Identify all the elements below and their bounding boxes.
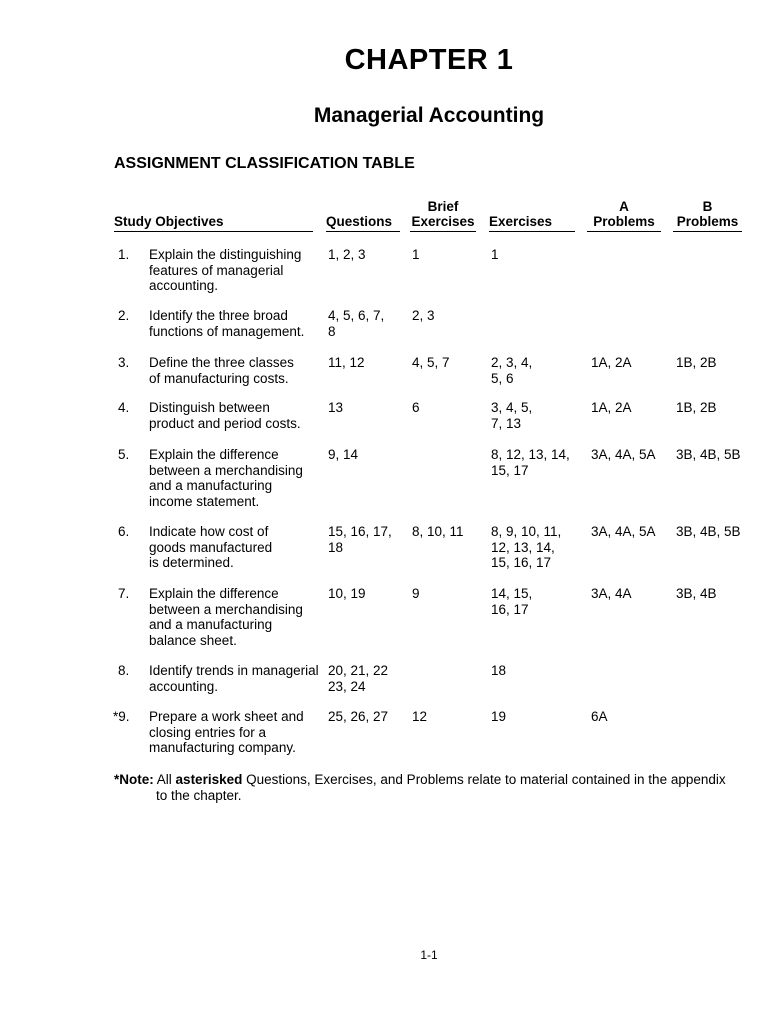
row-questions: 10, 19 xyxy=(328,586,366,601)
row-objective: Explain the difference between a merchandising and a manufacturing balance sheet. xyxy=(149,586,303,648)
row-questions: 13 xyxy=(328,400,344,415)
row-exercises: 14, 15, 16, 17 xyxy=(491,586,533,617)
row-number: 7. xyxy=(118,586,130,601)
row-exercises: 1 xyxy=(491,247,499,262)
row-questions: 9, 14 xyxy=(328,447,359,462)
row-b-problems: 1B, 2B xyxy=(676,400,717,415)
row-objective: Indicate how cost of goods manufactured is determined. xyxy=(149,524,273,570)
header-study-objectives: Study Objectives xyxy=(114,214,313,232)
row-exercises: 8, 12, 13, 14, 15, 17 xyxy=(491,447,570,478)
note-label: *Note: xyxy=(114,772,154,787)
row-questions: 25, 26, 27 xyxy=(328,709,389,724)
row-exercises: 2, 3, 4, 5, 6 xyxy=(491,355,533,386)
row-number: 5. xyxy=(118,447,130,462)
note-emphasis: asterisked xyxy=(175,772,243,787)
row-exercises: 19 xyxy=(491,709,507,724)
row-objective: Prepare a work sheet and closing entries for a manufacturing company. xyxy=(149,709,304,755)
row-questions: 4, 5, 6, 7, 8 xyxy=(328,308,385,339)
row-number: 2. xyxy=(118,308,130,323)
page-number: 1-1 xyxy=(420,948,438,962)
row-questions: 15, 16, 17, 18 xyxy=(328,524,392,555)
footnote xyxy=(114,772,754,804)
row-b-problems: 1B, 2B xyxy=(676,355,717,370)
row-brief-exercises: 1 xyxy=(412,247,420,262)
row-objective: Distinguish between product and period costs. xyxy=(149,400,301,431)
row-exercises: 18 xyxy=(491,663,507,678)
row-number: 3. xyxy=(118,355,130,370)
row-objective: Explain the difference between a merchandising and a manufacturing income statement. xyxy=(149,447,303,509)
row-brief-exercises: 8, 10, 11 xyxy=(412,524,464,539)
row-exercises: 3, 4, 5, 7, 13 xyxy=(491,400,533,431)
row-a-problems: 6A xyxy=(591,709,608,724)
row-number: *9. xyxy=(113,709,130,724)
note-text-line2: to the chapter. xyxy=(156,788,242,803)
row-b-problems: 3B, 4B, 5B xyxy=(676,447,741,462)
row-questions: 1, 2, 3 xyxy=(328,247,366,262)
row-objective: Identify trends in managerial accounting. xyxy=(149,663,319,694)
row-exercises: 8, 9, 10, 11, 12, 13, 14, 15, 16, 17 xyxy=(491,524,562,570)
row-a-problems: 3A, 4A xyxy=(591,586,632,601)
row-a-problems: 3A, 4A, 5A xyxy=(591,524,656,539)
note-text-rest: Questions, Exercises, and Problems relate to material contained in the appendix xyxy=(246,772,726,787)
row-brief-exercises: 9 xyxy=(412,586,420,601)
row-number: 6. xyxy=(118,524,130,539)
note-text-start: All xyxy=(156,772,172,787)
header-b-problems: B Problems xyxy=(673,199,742,232)
chapter-title: CHAPTER 1 xyxy=(344,44,514,76)
row-objective: Identify the three broad functions of management. xyxy=(149,308,305,339)
row-objective: Explain the distinguishing features of managerial accounting. xyxy=(149,247,302,293)
row-questions: 20, 21, 22 23, 24 xyxy=(328,663,389,694)
row-b-problems: 3B, 4B, 5B xyxy=(676,524,741,539)
header-exercises: Exercises xyxy=(489,214,575,232)
row-number: 4. xyxy=(118,400,130,415)
page-title: Managerial Accounting xyxy=(313,104,545,127)
row-b-problems: 3B, 4B xyxy=(676,586,717,601)
header-brief-exercises: Brief Exercises xyxy=(410,199,476,232)
row-a-problems: 1A, 2A xyxy=(591,355,632,370)
table-title: ASSIGNMENT CLASSIFICATION TABLE xyxy=(114,155,415,172)
row-objective: Define the three classes of manufacturing costs. xyxy=(149,355,294,386)
row-a-problems: 3A, 4A, 5A xyxy=(591,447,656,462)
row-brief-exercises: 6 xyxy=(412,400,420,415)
row-number: 1. xyxy=(118,247,130,262)
header-a-problems: A Problems xyxy=(587,199,661,232)
header-questions: Questions xyxy=(326,214,400,232)
row-a-problems: 1A, 2A xyxy=(591,400,632,415)
row-brief-exercises: 4, 5, 7 xyxy=(412,355,450,370)
row-questions: 11, 12 xyxy=(328,355,365,370)
row-brief-exercises: 2, 3 xyxy=(412,308,435,323)
row-number: 8. xyxy=(118,663,130,678)
row-brief-exercises: 12 xyxy=(412,709,428,724)
